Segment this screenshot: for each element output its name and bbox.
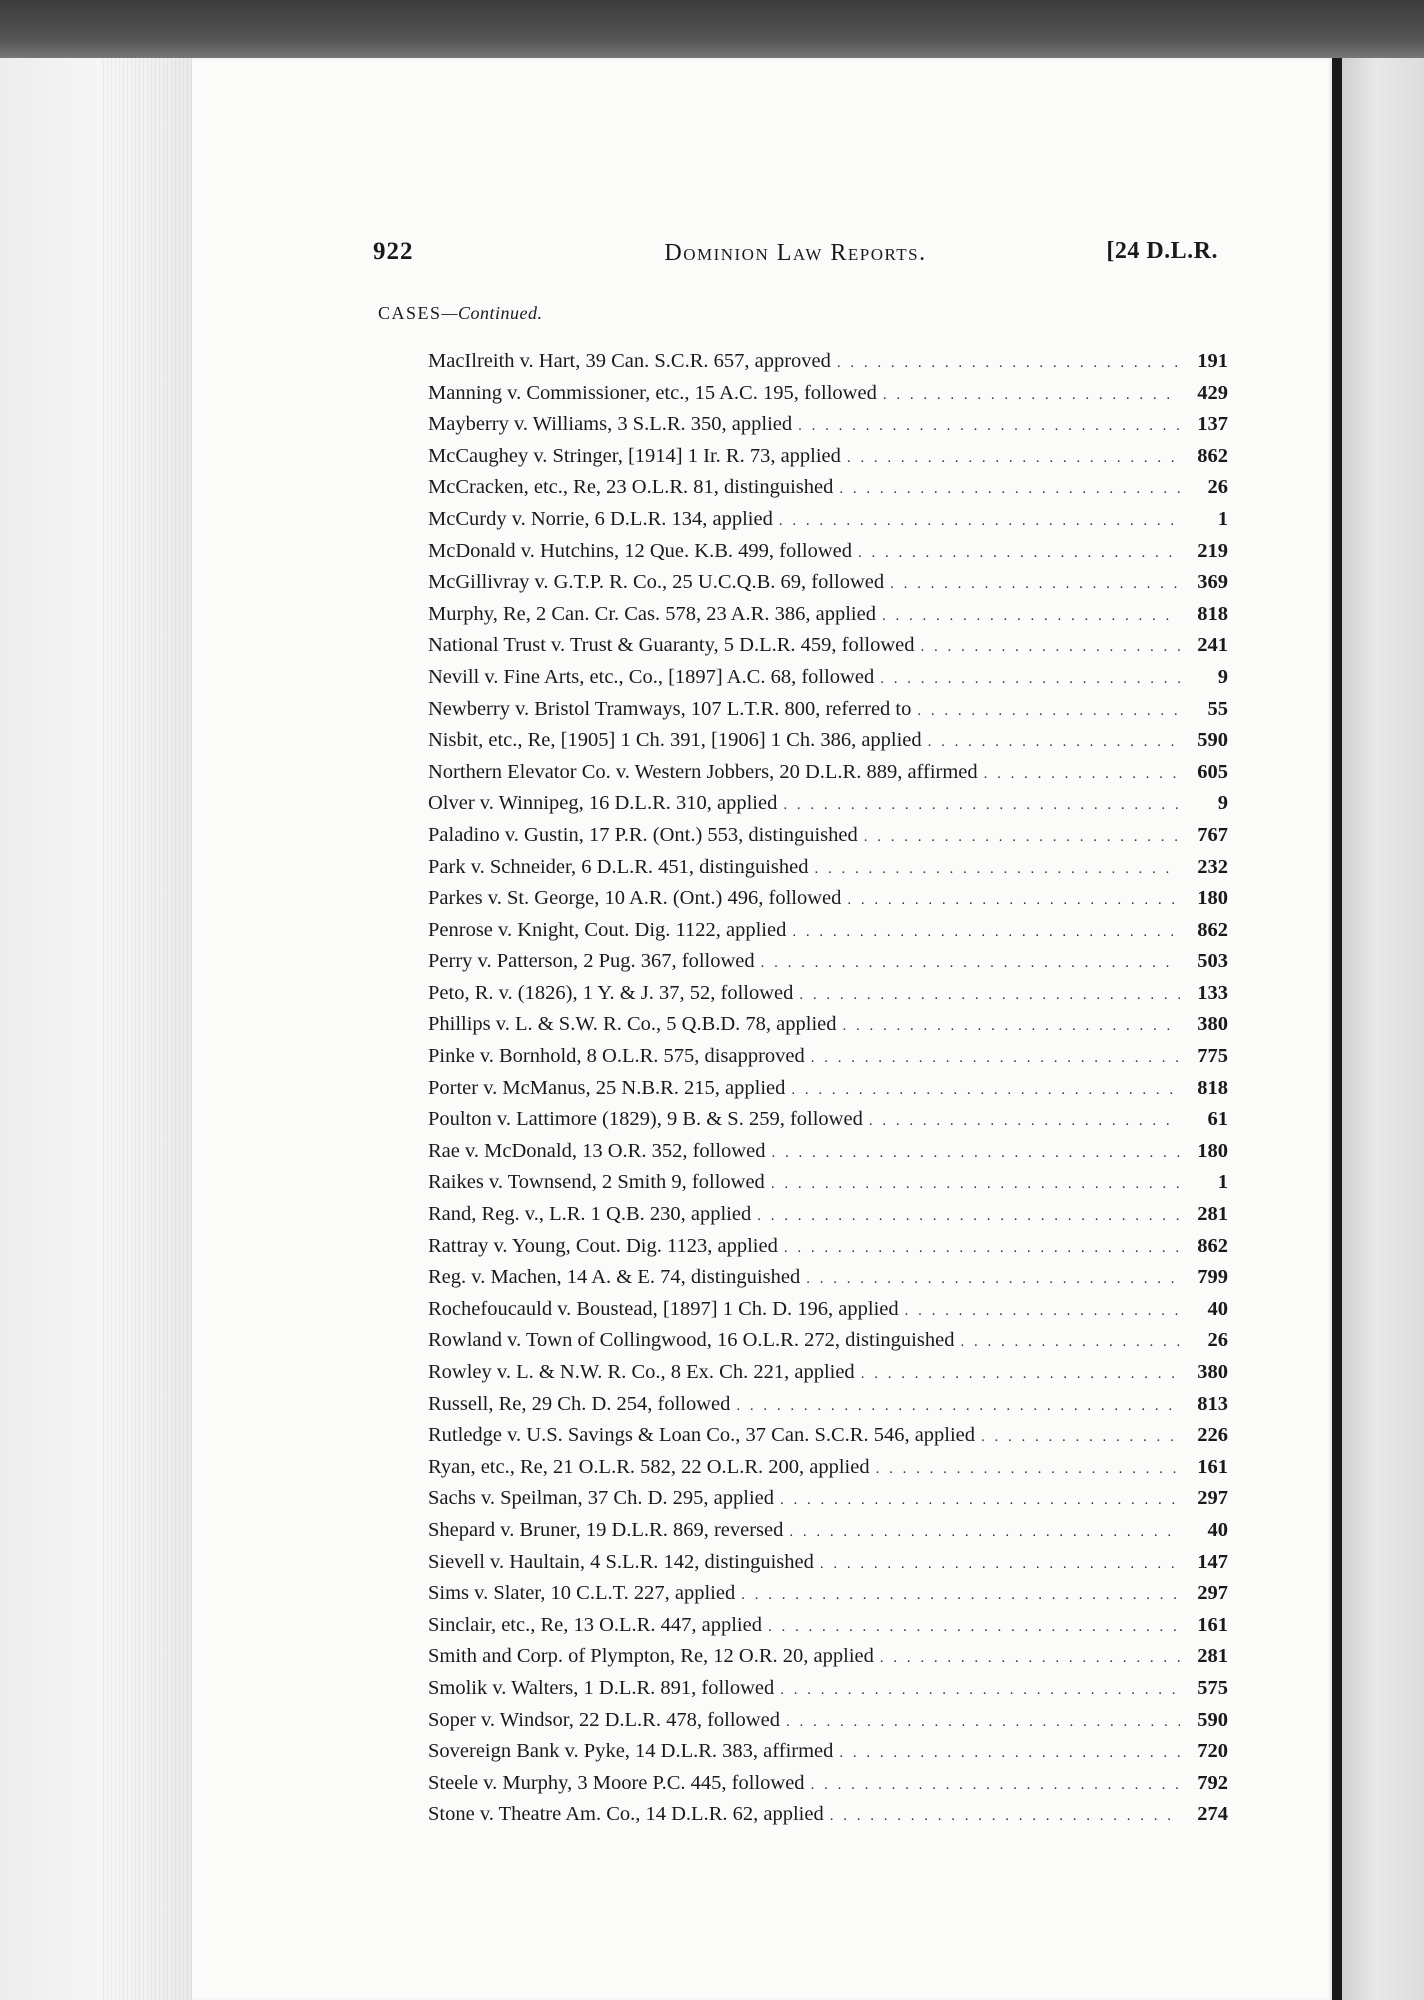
- case-entry: [428, 1677, 1228, 1709]
- dot-leader: [779, 513, 1180, 530]
- page-number: 922: [373, 238, 414, 265]
- dot-leader: [890, 576, 1180, 593]
- case-citation: McCaughey v. Stringer, [1914] 1 Ir. R. 73, applied: [428, 444, 841, 467]
- case-entry: [428, 1203, 1228, 1235]
- case-citation: Pinke v. Bornhold, 8 O.L.R. 575, disapproved: [428, 1045, 805, 1068]
- dot-leader: [880, 1650, 1180, 1667]
- case-citation: Ryan, etc., Re, 21 O.L.R. 582, 22 O.L.R. 200, applied: [428, 1455, 870, 1478]
- case-page-number: 180: [1197, 1139, 1228, 1162]
- dot-leader: [792, 924, 1180, 941]
- case-entry: [428, 1424, 1228, 1456]
- dot-leader: [811, 1050, 1180, 1067]
- case-citation: Shepard v. Bruner, 19 D.L.R. 869, reversed: [428, 1518, 784, 1541]
- case-citation: Park v. Schneider, 6 D.L.R. 451, distinguished: [428, 855, 809, 878]
- dot-leader: [839, 1745, 1180, 1762]
- dot-leader: [771, 1176, 1180, 1193]
- case-citation: Peto, R. v. (1826), 1 Y. & J. 37, 52, followed: [428, 981, 794, 1004]
- dot-leader: [789, 1524, 1180, 1541]
- case-page-number: 161: [1197, 1455, 1228, 1478]
- dot-leader: [861, 1366, 1180, 1383]
- case-entry: [428, 1171, 1228, 1203]
- case-citation: Sachs v. Speilman, 37 Ch. D. 295, applied: [428, 1487, 774, 1510]
- case-page-number: 274: [1197, 1803, 1228, 1826]
- case-page-number: 241: [1197, 634, 1228, 657]
- case-citation: Soper v. Windsor, 22 D.L.R. 478, followed: [428, 1708, 780, 1731]
- case-citation: McGillivray v. G.T.P. R. Co., 25 U.C.Q.B. 69, followed: [428, 571, 885, 594]
- case-entry: [428, 1803, 1228, 1835]
- cases-list: [428, 350, 1228, 1835]
- dot-leader: [917, 703, 1180, 720]
- dot-leader: [799, 987, 1180, 1004]
- case-citation: Mayberry v. Williams, 3 S.L.R. 350, applied: [428, 413, 793, 436]
- dot-leader: [960, 1334, 1180, 1351]
- case-entry: [428, 1045, 1228, 1077]
- case-citation: Porter v. McManus, 25 N.B.R. 215, applied: [428, 1076, 786, 1099]
- dot-leader: [830, 1808, 1180, 1825]
- case-entry: [428, 382, 1228, 414]
- case-page-number: 818: [1197, 602, 1228, 625]
- case-citation: MacIlreith v. Hart, 39 Can. S.C.R. 657, approved: [428, 350, 831, 372]
- case-page-number: 9: [1217, 792, 1228, 815]
- dot-leader: [864, 829, 1180, 846]
- case-page-number: 799: [1197, 1266, 1228, 1289]
- case-entry: [428, 476, 1228, 508]
- running-header: [373, 238, 1218, 278]
- dot-leader: [757, 1208, 1180, 1225]
- dot-leader: [736, 1398, 1180, 1415]
- case-page-number: 137: [1197, 413, 1228, 436]
- case-citation: Newberry v. Bristol Tramways, 107 L.T.R. 800, referred to: [428, 697, 912, 720]
- case-citation: McCurdy v. Norrie, 6 D.L.R. 134, applied: [428, 507, 773, 530]
- case-page-number: 40: [1207, 1518, 1228, 1541]
- case-citation: Nisbit, etc., Re, [1905] 1 Ch. 391, [1906] 1 Ch. 386, applied: [428, 729, 922, 752]
- dot-leader: [984, 766, 1180, 783]
- case-page-number: 380: [1197, 1361, 1228, 1383]
- dot-leader: [858, 545, 1180, 562]
- dot-leader: [811, 1777, 1180, 1794]
- case-page-number: 767: [1197, 823, 1228, 846]
- case-entry: [428, 856, 1228, 888]
- case-page-number: 605: [1197, 760, 1228, 783]
- dot-leader: [882, 608, 1180, 625]
- dot-leader: [839, 481, 1180, 498]
- case-page-number: 862: [1197, 444, 1228, 467]
- case-citation: McCracken, etc., Re, 23 O.L.R. 81, distinguished: [428, 476, 834, 499]
- dot-leader: [847, 450, 1180, 467]
- case-entry: [428, 1614, 1228, 1646]
- case-entry: [428, 1393, 1228, 1425]
- case-entry: [428, 1740, 1228, 1772]
- case-entry: [428, 540, 1228, 572]
- case-citation: Rochefoucauld v. Boustead, [1897] 1 Ch. D. 196, applied: [428, 1297, 899, 1320]
- case-page-number: 191: [1197, 350, 1228, 372]
- case-page-number: 590: [1197, 729, 1228, 752]
- case-citation: Smolik v. Walters, 1 D.L.R. 891, followed: [428, 1676, 775, 1699]
- case-entry: [428, 1487, 1228, 1519]
- dot-leader: [837, 355, 1180, 372]
- case-entry: [428, 413, 1228, 445]
- case-citation: Russell, Re, 29 Ch. D. 254, followed: [428, 1392, 731, 1415]
- case-entry: [428, 698, 1228, 730]
- dot-leader: [780, 1682, 1180, 1699]
- case-citation: Rutledge v. U.S. Savings & Loan Co., 37 Can. S.C.R. 546, applied: [428, 1424, 976, 1447]
- dot-leader: [905, 1303, 1180, 1320]
- case-page-number: 720: [1197, 1740, 1228, 1763]
- case-entry: [428, 571, 1228, 603]
- case-page-number: 590: [1197, 1708, 1228, 1731]
- case-entry: [428, 1108, 1228, 1140]
- case-citation: Sievell v. Haultain, 4 S.L.R. 142, distinguished: [428, 1550, 814, 1573]
- case-citation: Rowland v. Town of Collingwood, 16 O.L.R. 272, distinguished: [428, 1329, 955, 1352]
- case-citation: McDonald v. Hutchins, 12 Que. K.B. 499, followed: [428, 539, 852, 562]
- case-page-number: 161: [1197, 1613, 1228, 1636]
- case-page-number: 9: [1217, 665, 1228, 688]
- case-entry: [428, 1329, 1228, 1361]
- dot-leader: [814, 861, 1180, 878]
- dot-leader: [780, 1492, 1180, 1509]
- case-citation: Murphy, Re, 2 Can. Cr. Cas. 578, 23 A.R. 386, applied: [428, 602, 876, 625]
- case-citation: Nevill v. Fine Arts, etc., Co., [1897] A.C. 68, followed: [428, 665, 875, 688]
- scan-top-edge: [0, 0, 1424, 58]
- dot-leader: [869, 1113, 1180, 1130]
- case-entry: [428, 887, 1228, 919]
- case-citation: Stone v. Theatre Am. Co., 14 D.L.R. 62, applied: [428, 1803, 824, 1826]
- case-page-number: 226: [1197, 1424, 1228, 1447]
- case-page-number: 775: [1197, 1045, 1228, 1068]
- case-page-number: 133: [1197, 981, 1228, 1004]
- dot-leader: [741, 1587, 1180, 1604]
- case-page-number: 862: [1197, 918, 1228, 941]
- page-edges: [100, 58, 192, 2000]
- case-entry: [428, 1456, 1228, 1488]
- dot-leader: [783, 797, 1180, 814]
- case-entry: [428, 729, 1228, 761]
- case-citation: Poulton v. Lattimore (1829), 9 B. & S. 259, followed: [428, 1108, 863, 1131]
- case-citation: Rae v. McDonald, 13 O.R. 352, followed: [428, 1139, 766, 1162]
- case-page-number: 55: [1207, 697, 1228, 720]
- dot-leader: [981, 1429, 1180, 1446]
- case-citation: Olver v. Winnipeg, 16 D.L.R. 310, applied: [428, 792, 778, 815]
- dot-leader: [784, 1240, 1180, 1257]
- case-citation: Rowley v. L. & N.W. R. Co., 8 Ex. Ch. 221, applied: [428, 1361, 855, 1383]
- dot-leader: [771, 1145, 1180, 1162]
- case-citation: Manning v. Commissioner, etc., 15 A.C. 195, followed: [428, 381, 877, 404]
- case-entry: [428, 950, 1228, 982]
- case-entry: [428, 792, 1228, 824]
- section-continued: —Continued.: [441, 303, 543, 323]
- case-citation: Smith and Corp. of Plympton, Re, 12 O.R. 20, applied: [428, 1645, 874, 1668]
- case-entry: [428, 350, 1228, 382]
- dot-leader: [921, 639, 1180, 656]
- case-page-number: 26: [1207, 1329, 1228, 1352]
- case-citation: Sims v. Slater, 10 C.L.T. 227, applied: [428, 1582, 736, 1605]
- dot-leader: [768, 1619, 1180, 1636]
- book-gutter: [1332, 58, 1342, 2000]
- case-citation: Rattray v. Young, Cout. Dig. 1123, applied: [428, 1234, 778, 1257]
- case-page-number: 575: [1197, 1676, 1228, 1699]
- section-heading: [378, 303, 543, 324]
- case-entry: [428, 1235, 1228, 1267]
- case-entry: [428, 1013, 1228, 1045]
- case-entry: [428, 603, 1228, 635]
- case-page-number: 219: [1197, 539, 1228, 562]
- section-title: CASES: [378, 303, 442, 323]
- case-citation: Raikes v. Townsend, 2 Smith 9, followed: [428, 1171, 765, 1194]
- case-page-number: 369: [1197, 571, 1228, 594]
- case-page-number: 813: [1197, 1392, 1228, 1415]
- case-page-number: 26: [1207, 476, 1228, 499]
- case-entry: [428, 982, 1228, 1014]
- case-citation: Phillips v. L. & S.W. R. Co., 5 Q.B.D. 78, applied: [428, 1013, 837, 1036]
- case-page-number: 818: [1197, 1076, 1228, 1099]
- case-page-number: 792: [1197, 1771, 1228, 1794]
- case-citation: Sinclair, etc., Re, 13 O.L.R. 447, applied: [428, 1613, 762, 1636]
- case-page-number: 429: [1197, 381, 1228, 404]
- dot-leader: [880, 671, 1180, 688]
- dot-leader: [876, 1461, 1180, 1478]
- case-citation: Penrose v. Knight, Cout. Dig. 1122, applied: [428, 918, 787, 941]
- case-page-number: 281: [1197, 1645, 1228, 1668]
- case-citation: Reg. v. Machen, 14 A. & E. 74, distinguished: [428, 1266, 801, 1289]
- dot-leader: [761, 955, 1180, 972]
- case-entry: [428, 824, 1228, 856]
- volume-reference: [24 D.L.R.: [1106, 238, 1218, 264]
- case-citation: Steele v. Murphy, 3 Moore P.C. 445, followed: [428, 1771, 805, 1794]
- case-entry: [428, 1772, 1228, 1804]
- dot-leader: [928, 734, 1180, 751]
- running-title: Dominion Law Reports.: [664, 240, 927, 266]
- dot-leader: [806, 1271, 1180, 1288]
- case-page-number: 503: [1197, 950, 1228, 973]
- case-entry: [428, 1519, 1228, 1551]
- case-citation: Parkes v. St. George, 10 A.R. (Ont.) 496, followed: [428, 887, 842, 910]
- case-page-number: 147: [1197, 1550, 1228, 1573]
- case-entry: [428, 1551, 1228, 1583]
- case-page-number: 1: [1217, 1171, 1228, 1194]
- dot-leader: [847, 892, 1180, 909]
- case-entry: [428, 1140, 1228, 1172]
- case-page-number: 380: [1197, 1013, 1228, 1036]
- case-entry: [428, 1077, 1228, 1109]
- case-entry: [428, 761, 1228, 793]
- case-entry: [428, 1709, 1228, 1741]
- case-page-number: 180: [1197, 887, 1228, 910]
- case-entry: [428, 1361, 1228, 1393]
- case-citation: Northern Elevator Co. v. Western Jobbers, 20 D.L.R. 889, affirmed: [428, 760, 978, 783]
- case-citation: Perry v. Patterson, 2 Pug. 367, followed: [428, 950, 755, 973]
- case-citation: Paladino v. Gustin, 17 P.R. (Ont.) 553, distinguished: [428, 823, 858, 846]
- case-entry: [428, 919, 1228, 951]
- case-page-number: 281: [1197, 1203, 1228, 1226]
- case-citation: National Trust v. Trust & Guaranty, 5 D.L.R. 459, followed: [428, 634, 915, 657]
- case-entry: [428, 445, 1228, 477]
- case-citation: Sovereign Bank v. Pyke, 14 D.L.R. 383, affirmed: [428, 1740, 834, 1763]
- case-page-number: 40: [1207, 1297, 1228, 1320]
- case-entry: [428, 1266, 1228, 1298]
- case-citation: Rand, Reg. v., L.R. 1 Q.B. 230, applied: [428, 1203, 752, 1226]
- case-entry: [428, 1645, 1228, 1677]
- case-entry: [428, 634, 1228, 666]
- facing-page-edge: [1342, 58, 1424, 2000]
- case-page-number: 232: [1197, 855, 1228, 878]
- dot-leader: [798, 418, 1180, 435]
- dot-leader: [820, 1556, 1180, 1573]
- dot-leader: [843, 1018, 1180, 1035]
- dot-leader: [883, 387, 1180, 404]
- case-page-number: 297: [1197, 1582, 1228, 1605]
- case-entry: [428, 1298, 1228, 1330]
- case-page-number: 862: [1197, 1234, 1228, 1257]
- case-page-number: 61: [1207, 1108, 1228, 1131]
- case-page-number: 1: [1217, 507, 1228, 530]
- case-entry: [428, 666, 1228, 698]
- dot-leader: [791, 1082, 1180, 1099]
- case-entry: [428, 508, 1228, 540]
- dot-leader: [786, 1714, 1180, 1731]
- case-entry: [428, 1582, 1228, 1614]
- case-page-number: 297: [1197, 1487, 1228, 1510]
